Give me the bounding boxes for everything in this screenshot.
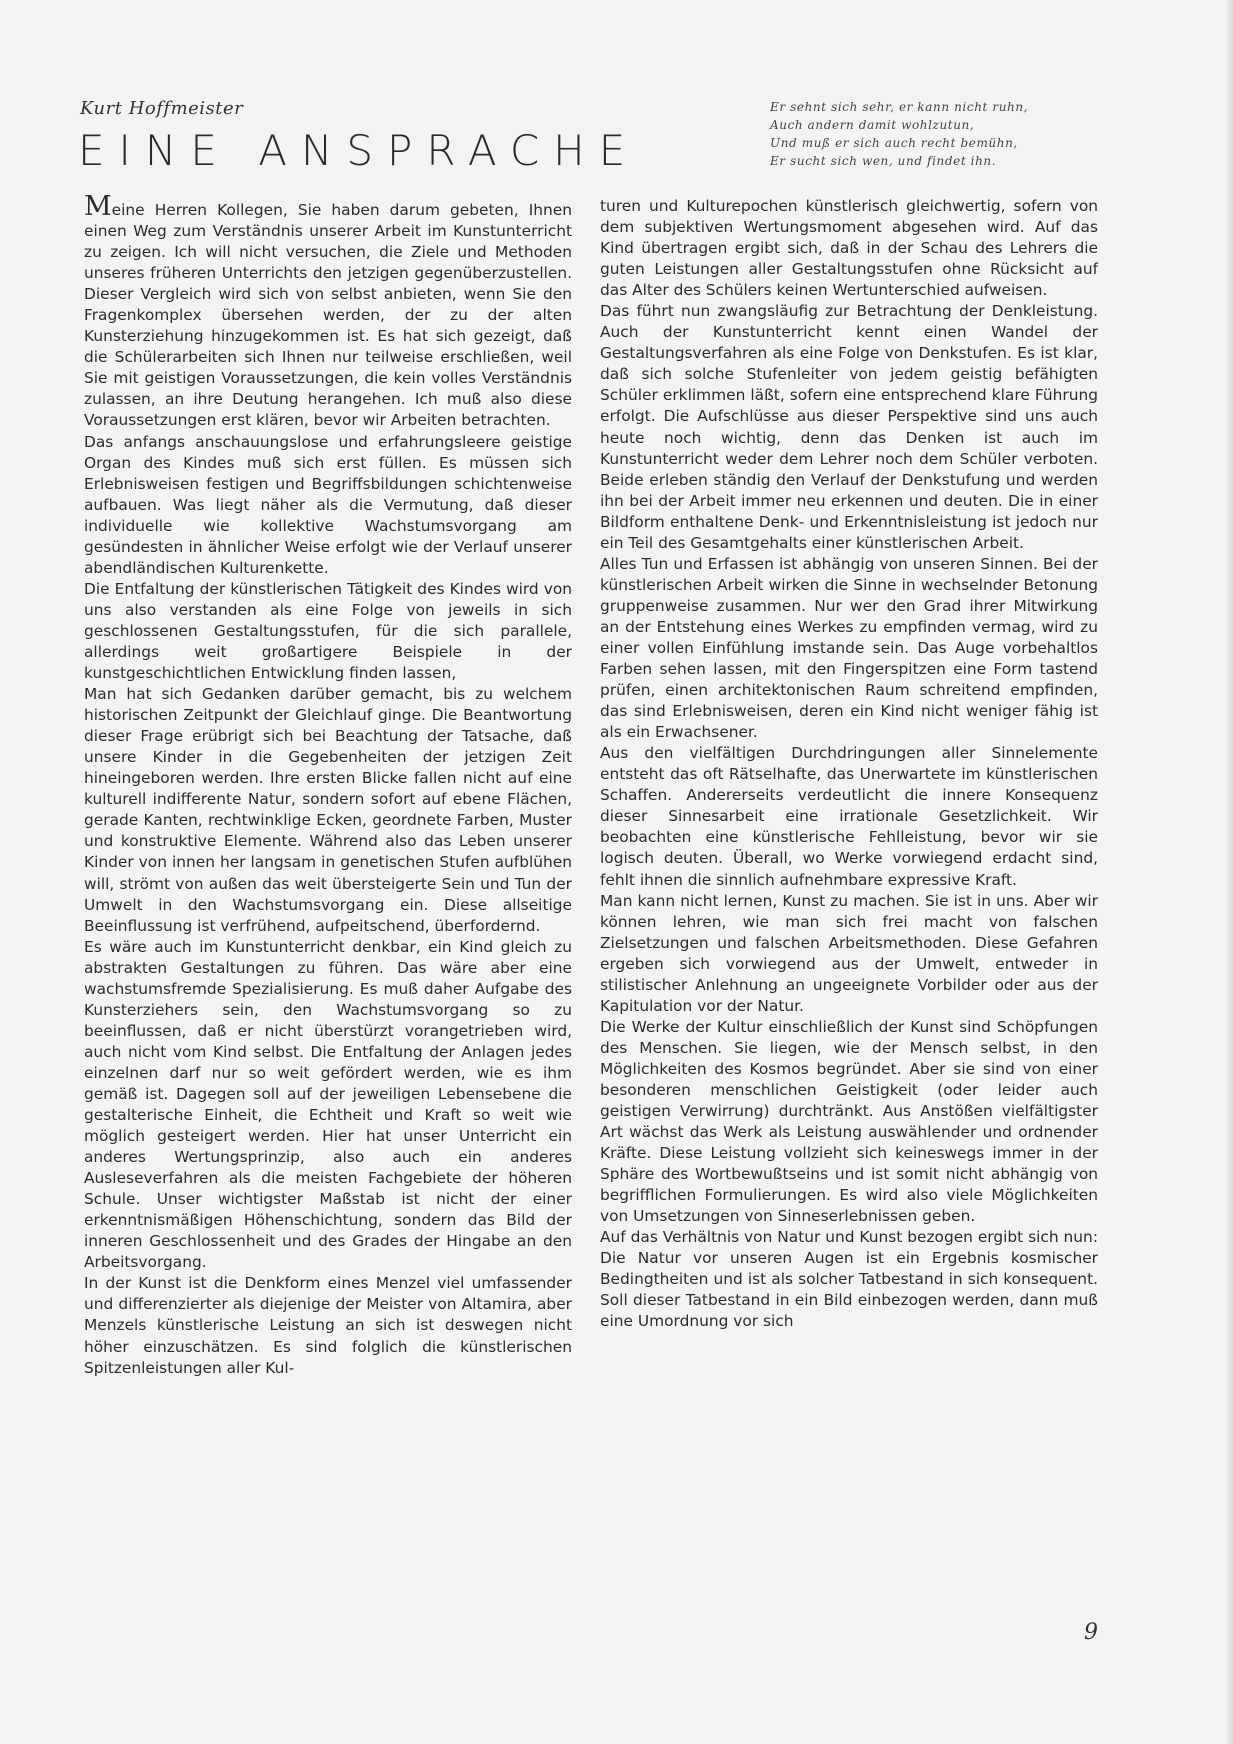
paragraph-text: eine Herren Kollegen, Sie haben darum gebeten, Ihnen einen Weg zum Verständnis unserer Arbeit im Kunstunterricht zu zeigen. Ich will nicht versuchen, die Ziele und Methoden unseres früheren Unterrichts den jetzigen gegenüberzustellen. Dieser Vergleich wird sich von selbst anbieten, wenn Sie den Fragenkomplex übersehen werden, der zu der alten Kunsterziehung hinzugekommen ist. Es hat sich gezeigt, daß die Schülerarbeiten sich Ihnen nur teilweise erschließen, weil Sie mit geistigen Voraussetzungen, die kein volles Verständnis zulassen, an ihre Deutung herangehen. Ich muß also diese Voraussetzungen erst klären, bevor wir Arbeiten betrachten. (84, 201, 572, 430)
paragraph: In der Kunst ist die Denkform eines Menzel viel umfassender und differenzierter als diejenige der Meister von Altamira, aber Menzels künstlerische Leistung an sich ist deswegen nicht höher einzuschätzen. Es sind folglich die künstlerischen Spitzenleistungen aller Kul- (84, 1274, 572, 1377)
motto-line: Er sucht sich wen, und findet ihn. (770, 154, 997, 168)
author-name: Kurt Hoffmeister (80, 98, 244, 119)
paragraph: Die Entfaltung der künstlerischen Tätigkeit des Kindes wird von uns also verstanden als eine Folge von jeweils in sich geschlossenen Gestaltungsstufen, für die sich parallele, allerdings weit großartigere Beispiele in der kunstgeschichtlichen Entwicklung finden lassen, (84, 579, 572, 683)
paragraph: Man kann nicht lernen, Kunst zu machen. Sie ist in uns. Aber wir können lehren, wie man sich frei macht von falschen Zielsetzungen und falschen Arbeitsmethoden. Diese Gefahren ergeben sich vorwiegend aus der Umwelt, entweder in stilistischer Anlehnung an ungeeignete Vorbilder oder aus der Kapitulation vor der Natur. (600, 891, 1098, 1015)
motto-line: Und muß er sich auch recht bemühn, (770, 136, 1018, 150)
motto-line: Er sehnt sich sehr, er kann nicht ruhn, (770, 100, 1029, 114)
initial-letter: M (84, 191, 112, 222)
paragraph: Alles Tun und Erfassen ist abhängig von unseren Sinnen. Bei der künstlerischen Arbeit wirken die Sinne in wechselnder Betonung gruppenweise zusammen. Nur wer den Grad ihrer Mitwirkung an der Entstehung eines Werkes zu empfinden vermag, wird zu einer vollen Einfühlung imstande sein. Das Auge vorbehaltlos Farben sehen lassen, mit den Fingerspitzen eine Form tastend prüfen, einen architektonischen Raum schreitend empfinden, das sind Erlebnisweisen, deren ein Kind nicht weniger fähig ist als ein Erwachsener. (600, 554, 1098, 742)
paragraph: Aus den vielfältigen Durchdringungen aller Sinnelemente entsteht das oft Rätselhafte, das Unerwartete im künstlerischen Schaffen. Andererseits verdeutlicht die innere Konsequenz dieser Sinnesarbeit eine irrationale Gesetzlichkeit. Wir beobachten eine künstlerische Fehlleistung, bevor wir sie logisch deuten. Überall, wo Werke vorwiegend erdacht sind, fehlt ihnen die sinnlich aufnehmbare expressive Kraft. (600, 744, 1098, 889)
paragraph: Das anfangs anschauungslose und erfahrungsleere geistige Organ des Kindes muß sich erst füllen. Es müssen sich Erlebnisweisen festigen und Begriffsbildungen schichtenweise aufbauen. Was liegt näher als die Vermutung, daß dieser individuelle wie kollektive Wachstumsvorgang am gesündesten in ähnlicher Weise erfolgt wie der Verlauf unserer abendländischen Kulturenkette. (84, 432, 572, 577)
paragraph: Das führt nun zwangsläufig zur Betrachtung der Denkleistung. Auch der Kunstunterricht kennt einen Wandel der Gestaltungsverfahren als eine Folge von Denkstufen. Es ist klar, daß sich solche Stufenleiter von jedem geistig befähigten Schüler erklimmen läßt, sofern eine entsprechend klare Führung erfolgt. Die Aufschlüsse aus dieser Perspektive sind uns auch heute noch wichtig, denn das Denken ist auch im Kunstunterricht weder dem Lehrer noch dem Schüler verboten. Beide erleben ständig den Verlauf der Denkstufung und werden ihn bei der Arbeit immer neu erkennen und deuten. Die in einer Bildform enthaltene Denk- und Erkenntnisleistung ist jedoch nur ein Teil des Gesamtgehalts einer künstlerischen Arbeit. (600, 302, 1098, 552)
text-column-left (84, 191, 572, 1379)
paragraph: turen und Kulturepochen künstlerisch gleichwertig, sofern von dem subjektiven Wertungsmoment abgesehen wird. Auf das Kind übertragen ergibt sich, daß in der Schau des Lehrers die guten Leistungen aller Gestaltungsstufen ohne Rücksicht auf das Alter des Schülers keinen Wertunterschied aufweisen. (600, 197, 1098, 300)
paragraph: Die Werke der Kultur einschließlich der Kunst sind Schöpfungen des Menschen. Sie liegen, wie der Mensch selbst, in den Möglichkeiten des Kosmos begründet. Aber sie sind von einer besonderen menschlichen Geistigkeit (oder leider auch geistigen Verwirrung) durchtränkt. Aus Anstößen vielfältigster Art wächst das Werk als Leistung auswählender und ordnender Kräfte. Diese Leistung vollzieht sich keineswegs immer in der Sphäre des Wortbewußtseins und ist somit nicht abhängig von begrifflichen Formulierungen. Es wird also viele Möglichkeiten von Umsetzungen von Sinneserlebnissen geben. (600, 1017, 1098, 1226)
motto-line: Auch andern damit wohlzutun, (770, 118, 975, 132)
page-edge-shadow (1225, 0, 1233, 1744)
article-title: EINE ANSPRACHE (78, 126, 640, 175)
paragraph: Man hat sich Gedanken darüber gemacht, bis zu welchem historischen Zeitpunkt der Gleichlauf ginge. Die Beantwortung dieser Frage erübrigt sich bei Beachtung der Tatsache, daß unsere Kinder in die Gegebenheiten der jetzigen Zeit hineingeboren werden. Ihre ersten Blicke fallen nicht auf eine kulturell indifferente Natur, sondern sofort auf ebene Flächen, gerade Kanten, rechtwinklige Ecken, geordnete Farben, Muster und konstruktive Elemente. Während also das Leben unserer Kinder von innen her langsam in genetischen Stufen aufblühen will, strömt von außen das weit übersteigerte Sein und Tun der Umwelt in den Wachstumsvorgang ein. Diese allseitige Beeinflussung ist verfrühend, aufpeitschend, überfordernd. (84, 685, 572, 935)
paragraph: Auf das Verhältnis von Natur und Kunst bezogen ergibt sich nun: Die Natur vor unseren Augen ist ein Ergebnis kosmischer Bedingtheiten und ist als solcher Tatbestand in sich konsequent. Soll dieser Tatbestand in ein Bild einbezogen werden, dann muß eine Umordnung vor sich (600, 1228, 1098, 1331)
paragraph (84, 191, 572, 432)
motto-verse (770, 98, 1190, 170)
paragraph: Es wäre auch im Kunstunterricht denkbar, ein Kind gleich zu abstrakten Gestaltungen zu führen. Das wäre aber eine wachstumsfremde Spezialisierung. Es muß daher Aufgabe des Kunsterziehers sein, den Wachstumsvorgang so zu beeinflussen, daß er nicht überstürzt vorangetrieben wird, auch nicht vom Kind selbst. Die Entfaltung der Anlagen jedes einzelnen darf nur so weit gefördert werden, wie es ihm gemäß ist. Dagegen soll auf der jeweiligen Lebensebene die gestalterische Einheit, die Echtheit und Kraft so weit wie möglich gesteigert werden. Hier hat unser Unterricht ein anderes Wertungsprinzip, also auch ein anderes Ausleseverfahren als die meisten Fachgebiete der höheren Schule. Unser wichtigster Maßstab ist nicht der einer erkenntnismäßigen Höhenschichtung, sondern das Bild der inneren Geschlossenheit und des Grades der Hingabe an den Arbeitsvorgang. (84, 937, 572, 1272)
text-column-right (600, 196, 1098, 1333)
page-number: 9 (1084, 1620, 1098, 1645)
